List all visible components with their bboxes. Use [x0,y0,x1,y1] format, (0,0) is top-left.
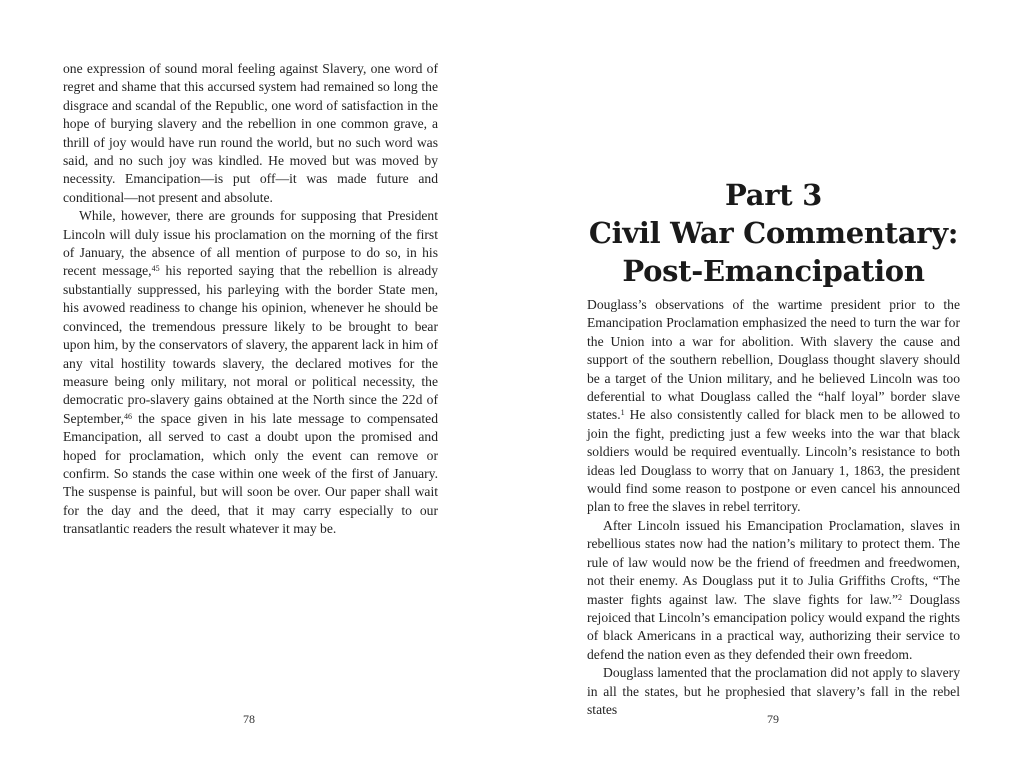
text-segment: After Lincoln issued his Emancipation Proclamation, slaves in rebellious states now had the nation’s military to protect them. The rule of law would now be the friend of freedmen and freedwomen, not their enemy. As Douglass put it to Julia Griffiths Crofts, “The master fights against law. The slave fights for law.” [587,517,960,607]
text-segment: Douglass rejoiced that Lincoln’s emancipation policy would expand the rights of black Americans in a practical way, authorizing their service to defend the nation even as they defended their own freedom. [587,591,960,662]
text-segment: He also consistently called for black men to be allowed to join the fight, predicting just a few weeks into the war that black soldiers would be required eventually. Lincoln’s resistance to both ideas led Douglass to worry that on January 1, 1863, the president would find some reason to postpone or even cancel his announced plan to free the slaves in rebel territory. [587,407,960,515]
part-title [587,176,960,290]
text-segment: Douglass lamented that the proclamation did not apply to slavery in all the states, but he prophesied that slavery’s fall in the rebel states [587,665,960,717]
text-segment: Douglass’s observations of the wartime president prior to the Emancipation Proclamation emphasized the need to turn the war for the Union into a war for abolition. With slavery the cause and support of the southern rebellion, Douglass thought slavery should be a target of the Union military, and he believed Lincoln was too deferential to what Douglass called the “half loyal” border slave states. [587,297,960,423]
footnote-ref-46[interactable]: 46 [124,411,132,421]
right-page-number: 79 [767,712,779,726]
text-segment: one expression of sound moral feeling against Slavery, one word of regret and shame that this accursed system had remained so long the disgrace and scandal of the Republic, one word of satisfaction in the hope of burying slavery and the rebellion in one common grave, a thrill of joy would have run round the world, but no such word was said, and no such joy was kindled. He moved but was moved by necessity. Emancipation—is put off—it was made future and conditional—not present and absolute. [63,61,438,205]
left-paragraph-2 [63,207,438,538]
text-segment: the space given in his late message to compensated Emancipation, all served to cast a doubt upon the promised and hoped for proclamation, which only the event can remove or confirm. So stands the case within one week of the first of January. The suspense is painful, but will soon be over. Our paper shall wait for the day and the deed, that it may carry especially to our transatlantic readers the result whatever it may be. [63,410,438,537]
right-page [512,0,1024,768]
text-segment: While, however, there are grounds for supposing that President Lincoln will duly issue his proclamation on the morning of the first of January, the absence of all mention of purpose to do so, in his recent message, [63,208,438,279]
part-title-line-1: Part 3 [725,178,822,212]
right-paragraph-2 [587,517,960,664]
left-body-text [63,60,438,539]
footnote-ref-1[interactable]: 1 [620,408,625,418]
part-title-line-2: Civil War Commentary: [588,216,959,250]
right-body-text [587,296,960,719]
left-paragraph-1 [63,60,438,207]
footnote-ref-45[interactable]: 45 [151,264,160,274]
right-paragraph-1 [587,296,960,517]
part-title-line-3: Post-Emancipation [622,254,925,288]
left-page-number: 78 [243,712,255,726]
text-segment: his reported saying that the rebellion is already substantially suppressed, his parleying with the border State men, his avowed readiness to change his opinion, whenever he should be convinced, the tremendous pressure likely to be brought to bear upon him, by the conservators of slavery, the apparent lack in him of any vital hostility towards slavery, the declared motives for the measure being only military, not moral or political necessity, the democratic pro-slavery gains obtained at the North since the 22d of September, [63,263,438,426]
footnote-ref-2[interactable]: 2 [897,592,902,602]
